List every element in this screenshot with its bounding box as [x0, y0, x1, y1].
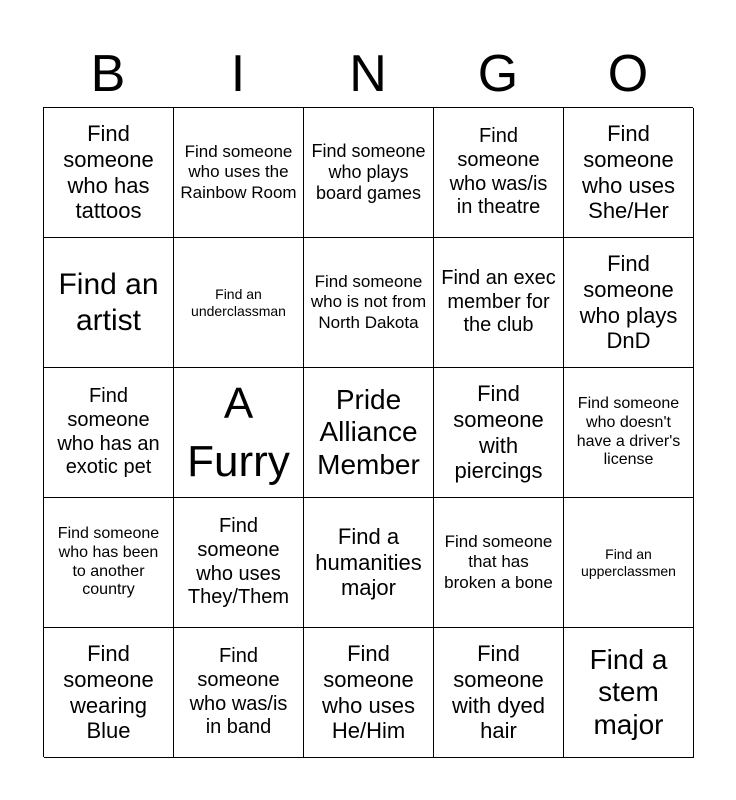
- header-letter-o: O: [607, 45, 649, 103]
- bingo-cell-r2c4[interactable]: Find an exec member for the club: [434, 238, 564, 368]
- bingo-cell-r5c3[interactable]: Find someone who uses He/Him: [304, 628, 434, 758]
- bingo-cell-r4c4[interactable]: Find someone that has broken a bone: [434, 498, 564, 628]
- bingo-cell-r1c2[interactable]: Find someone who uses the Rainbow Room: [174, 108, 304, 238]
- bingo-cell-r3c1[interactable]: Find someone who has an exotic pet: [44, 368, 174, 498]
- bingo-cell-r3c2-center[interactable]: A Furry: [174, 368, 304, 498]
- header-letter-n: N: [349, 45, 387, 103]
- bingo-header: [43, 40, 693, 108]
- bingo-cell-r4c1[interactable]: Find someone who has been to another country: [44, 498, 174, 628]
- bingo-cell-r1c1[interactable]: Find someone who has tattoos: [44, 108, 174, 238]
- bingo-cell-r5c5[interactable]: Find a stem major: [564, 628, 694, 758]
- bingo-cell-r4c5[interactable]: Find an upperclassmen: [564, 498, 694, 628]
- bingo-cell-r1c5[interactable]: Find someone who uses She/Her: [564, 108, 694, 238]
- bingo-cell-r1c3[interactable]: Find someone who plays board games: [304, 108, 434, 238]
- bingo-cell-r4c3[interactable]: Find a humanities major: [304, 498, 434, 628]
- bingo-grid: [43, 107, 693, 757]
- bingo-cell-r3c4[interactable]: Find someone with piercings: [434, 368, 564, 498]
- bingo-cell-r2c2[interactable]: Find an underclassman: [174, 238, 304, 368]
- bingo-cell-r4c2[interactable]: Find someone who uses They/Them: [174, 498, 304, 628]
- bingo-cell-r3c3[interactable]: Pride Alliance Member: [304, 368, 434, 498]
- header-letter-i: I: [230, 45, 246, 103]
- header-letter-b: B: [90, 45, 126, 103]
- bingo-cell-r2c5[interactable]: Find someone who plays DnD: [564, 238, 694, 368]
- bingo-cell-r5c4[interactable]: Find someone with dyed hair: [434, 628, 564, 758]
- bingo-cell-r5c1[interactable]: Find someone wearing Blue: [44, 628, 174, 758]
- header-letter-g: G: [477, 45, 519, 103]
- bingo-cell-r1c4[interactable]: Find someone who was/is in theatre: [434, 108, 564, 238]
- bingo-cell-r5c2[interactable]: Find someone who was/is in band: [174, 628, 304, 758]
- bingo-cell-r2c3[interactable]: Find someone who is not from North Dakota: [304, 238, 434, 368]
- bingo-cell-r2c1[interactable]: Find an artist: [44, 238, 174, 368]
- bingo-cell-r3c5[interactable]: Find someone who doesn't have a driver's license: [564, 368, 694, 498]
